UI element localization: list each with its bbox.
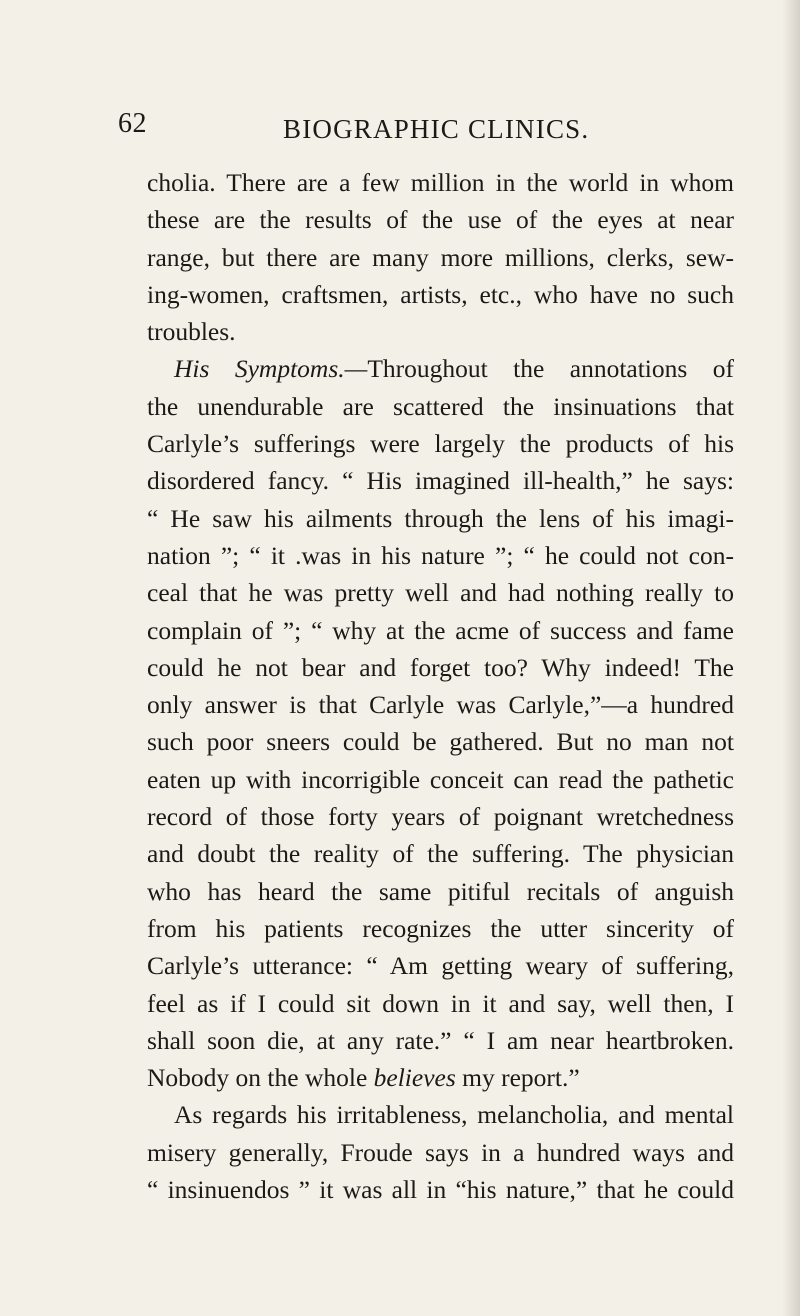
text-line: record of those forty years of poignant wretchedness bbox=[147, 802, 734, 832]
text-fragment: Nobody on the whole bbox=[147, 1063, 368, 1093]
text-line: eaten up with incorrigible conceit can read the pathetic bbox=[147, 764, 734, 794]
text-line: misery generally, Froude says in a hundred ways and bbox=[147, 1137, 734, 1167]
text-line: ing-women, craftsmen, artists, etc., who have no such bbox=[147, 279, 734, 309]
page-number: 62 bbox=[118, 108, 147, 139]
text-line: could he not bear and forget too? Why indeed! The bbox=[147, 652, 734, 682]
text-line: and doubt the reality of the suffering. The physician bbox=[147, 839, 734, 869]
text-line: only answer is that Carlyle was Carlyle,”—a hundred bbox=[147, 690, 734, 720]
text-line: troubles. bbox=[147, 317, 236, 347]
running-head: BIOGRAPHIC CLINICS. bbox=[283, 114, 590, 144]
text-line: the unendurable are scattered the insinuations that bbox=[147, 391, 734, 421]
text-line: disordered fancy. “ His imagined ill-health,” he says: bbox=[147, 466, 734, 496]
text-line: Carlyle’s sufferings were largely the products of his bbox=[147, 429, 734, 459]
text-line: ceal that he was pretty well and had nothing really to bbox=[147, 578, 734, 608]
text-line: As regards his irritableness, melancholia, and mental bbox=[174, 1100, 734, 1130]
text-fragment: my report.” bbox=[462, 1063, 580, 1093]
text-line: cholia. There are a few million in the world in whom bbox=[147, 168, 734, 197]
section-heading-italic: His Symptoms.— bbox=[174, 354, 368, 384]
text-line: range, but there are many more millions, clerks, sew- bbox=[147, 242, 734, 272]
body-text bbox=[147, 164, 734, 1208]
text-line: “ insinuendos ” it was all in “his nature,” that he could bbox=[147, 1175, 734, 1205]
text-line: nation ”; “ it .was in his nature ”; “ he could not con- bbox=[147, 540, 734, 570]
text-line bbox=[147, 350, 734, 387]
text-line: from his patients recognizes the utter sincerity of bbox=[147, 913, 734, 943]
page-edge-shadow bbox=[782, 0, 800, 1316]
text-line: shall soon die, at any rate.” “ I am near heartbroken. bbox=[147, 1025, 734, 1055]
text-line: these are the results of the use of the eyes at near bbox=[147, 205, 734, 235]
text-line bbox=[147, 1059, 734, 1096]
text-line: “ He saw his ailments through the lens of his imagi- bbox=[147, 503, 734, 533]
text-line: such poor sneers could be gathered. But no man not bbox=[147, 727, 734, 757]
text-line: who has heard the same pitiful recitals of anguish bbox=[147, 876, 734, 906]
text-fragment: Throughout the annotations of bbox=[367, 354, 734, 384]
emphasis-believes: believes bbox=[373, 1063, 456, 1093]
text-line: Carlyle’s utterance: “ Am getting weary of suffering, bbox=[147, 951, 734, 981]
text-line: complain of ”; “ why at the acme of success and fame bbox=[147, 615, 734, 645]
text-line: feel as if I could sit down in it and say, well then, I bbox=[147, 988, 734, 1018]
